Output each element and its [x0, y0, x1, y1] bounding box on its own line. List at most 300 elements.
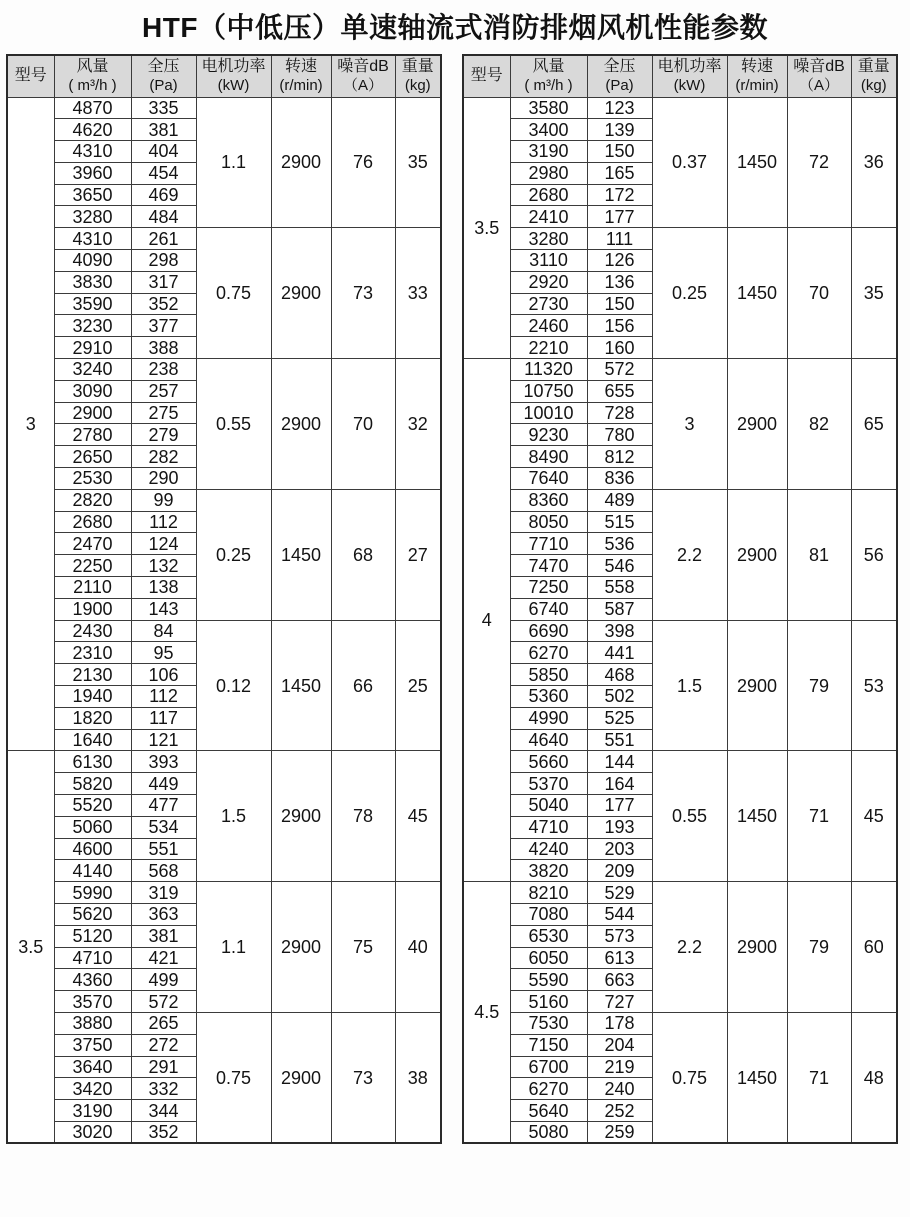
pressure-value-cell: 568 — [131, 860, 196, 882]
pressure-value-cell: 112 — [131, 686, 196, 708]
pressure-value-cell: 573 — [587, 925, 652, 947]
pressure-value-cell: 515 — [587, 511, 652, 533]
pressure-value-cell: 352 — [131, 1121, 196, 1143]
pressure-value-cell: 484 — [131, 206, 196, 228]
noise-cell: 70 — [787, 228, 851, 359]
model-cell: 4 — [463, 359, 510, 882]
pressure-value-cell: 272 — [131, 1034, 196, 1056]
flow-value-cell: 3020 — [54, 1121, 131, 1143]
pressure-value-cell: 469 — [131, 184, 196, 206]
flow-value-cell: 2680 — [510, 184, 587, 206]
pressure-value-cell: 499 — [131, 969, 196, 991]
pressure-value-cell: 126 — [587, 250, 652, 272]
pressure-value-cell: 265 — [131, 1012, 196, 1034]
speed-cell: 2900 — [271, 751, 331, 882]
flow-value-cell: 6270 — [510, 642, 587, 664]
pressure-value-cell: 836 — [587, 468, 652, 490]
pressure-value-cell: 209 — [587, 860, 652, 882]
power-cell: 0.75 — [196, 1012, 271, 1143]
table-row — [7, 751, 441, 773]
pressure-value-cell: 240 — [587, 1078, 652, 1100]
flow-value-cell: 10750 — [510, 380, 587, 402]
weight-cell: 35 — [851, 228, 897, 359]
flow-value-cell: 2460 — [510, 315, 587, 337]
flow-value-cell: 3240 — [54, 359, 131, 381]
pressure-value-cell: 551 — [131, 838, 196, 860]
pressure-value-cell: 111 — [587, 228, 652, 250]
flow-value-cell: 3830 — [54, 271, 131, 293]
pressure-value-cell: 468 — [587, 664, 652, 686]
column-header-line2: (kg) — [404, 76, 431, 94]
pressure-value-cell: 150 — [587, 141, 652, 163]
flow-value-cell: 1940 — [54, 686, 131, 708]
flow-value-cell: 5160 — [510, 991, 587, 1013]
speed-cell: 1450 — [271, 489, 331, 620]
flow-value-cell: 2680 — [54, 511, 131, 533]
power-cell: 1.1 — [196, 882, 271, 1013]
power-cell: 2.2 — [652, 882, 727, 1013]
noise-cell: 78 — [331, 751, 395, 882]
flow-value-cell: 8360 — [510, 489, 587, 511]
pressure-value-cell: 381 — [131, 119, 196, 141]
pressure-value-cell: 319 — [131, 882, 196, 904]
pressure-value-cell: 290 — [131, 468, 196, 490]
flow-value-cell: 3570 — [54, 991, 131, 1013]
table-row — [463, 1012, 897, 1034]
weight-cell: 38 — [395, 1012, 441, 1143]
flow-value-cell: 5370 — [510, 773, 587, 795]
flow-value-cell: 2730 — [510, 293, 587, 315]
pressure-value-cell: 121 — [131, 729, 196, 751]
flow-value-cell: 2250 — [54, 555, 131, 577]
power-cell: 1.1 — [196, 97, 271, 228]
noise-cell: 75 — [331, 882, 395, 1013]
flow-value-cell: 2430 — [54, 620, 131, 642]
pressure-value-cell: 421 — [131, 947, 196, 969]
table-row — [463, 97, 897, 119]
table-row — [7, 882, 441, 904]
pressure-value-cell: 728 — [587, 402, 652, 424]
flow-value-cell: 6130 — [54, 751, 131, 773]
noise-cell: 72 — [787, 97, 851, 228]
column-header-weight — [395, 55, 441, 97]
pressure-value-cell: 136 — [587, 271, 652, 293]
flow-value-cell: 1900 — [54, 598, 131, 620]
pressure-value-cell: 238 — [131, 359, 196, 381]
model-cell: 3.5 — [7, 751, 54, 1143]
weight-cell: 53 — [851, 620, 897, 751]
column-header-line2: （A） — [798, 76, 839, 94]
weight-cell: 60 — [851, 882, 897, 1013]
column-header-line1: 全压 — [603, 57, 636, 75]
flow-value-cell: 3090 — [54, 380, 131, 402]
flow-value-cell: 11320 — [510, 359, 587, 381]
column-header-noise — [787, 55, 851, 97]
column-header-line1: 型号 — [470, 66, 503, 84]
flow-value-cell: 2650 — [54, 446, 131, 468]
flow-value-cell: 6700 — [510, 1056, 587, 1078]
noise-cell: 73 — [331, 1012, 395, 1143]
pressure-value-cell: 780 — [587, 424, 652, 446]
pressure-value-cell: 534 — [131, 816, 196, 838]
column-header-line2: (Pa) — [149, 76, 178, 94]
flow-value-cell: 6050 — [510, 947, 587, 969]
flow-value-cell: 2530 — [54, 468, 131, 490]
flow-value-cell: 2310 — [54, 642, 131, 664]
flow-value-cell: 4710 — [54, 947, 131, 969]
column-header-line2: (r/min) — [279, 76, 323, 94]
noise-cell: 71 — [787, 1012, 851, 1143]
flow-value-cell: 4600 — [54, 838, 131, 860]
flow-value-cell: 7250 — [510, 577, 587, 599]
flow-value-cell: 2900 — [54, 402, 131, 424]
flow-value-cell: 4710 — [510, 816, 587, 838]
flow-value-cell: 7640 — [510, 468, 587, 490]
column-header-power — [652, 55, 727, 97]
flow-value-cell: 7710 — [510, 533, 587, 555]
pressure-value-cell: 143 — [131, 598, 196, 620]
flow-value-cell: 3280 — [54, 206, 131, 228]
noise-cell: 79 — [787, 620, 851, 751]
pressure-value-cell: 502 — [587, 686, 652, 708]
table-body-left — [7, 97, 441, 1143]
speed-cell: 2900 — [271, 1012, 331, 1143]
noise-cell: 76 — [331, 97, 395, 228]
flow-value-cell: 3640 — [54, 1056, 131, 1078]
weight-cell: 40 — [395, 882, 441, 1013]
pressure-value-cell: 544 — [587, 903, 652, 925]
weight-cell: 35 — [395, 97, 441, 228]
flow-value-cell: 8490 — [510, 446, 587, 468]
speed-cell: 2900 — [271, 882, 331, 1013]
weight-cell: 45 — [395, 751, 441, 882]
flow-value-cell: 6530 — [510, 925, 587, 947]
flow-value-cell: 5060 — [54, 816, 131, 838]
flow-value-cell: 6690 — [510, 620, 587, 642]
spec-table-right — [462, 54, 898, 1144]
pressure-value-cell: 193 — [587, 816, 652, 838]
power-cell: 0.55 — [652, 751, 727, 882]
flow-value-cell: 4640 — [510, 729, 587, 751]
pressure-value-cell: 117 — [131, 707, 196, 729]
table-row — [7, 97, 441, 119]
flow-value-cell: 4310 — [54, 141, 131, 163]
pressure-value-cell: 95 — [131, 642, 196, 664]
pressure-value-cell: 259 — [587, 1121, 652, 1143]
noise-cell: 68 — [331, 489, 395, 620]
column-header-line2: (kW) — [673, 76, 706, 94]
pressure-value-cell: 138 — [131, 577, 196, 599]
column-header-line1: 重量 — [857, 57, 890, 75]
column-header-flow — [510, 55, 587, 97]
pressure-value-cell: 536 — [587, 533, 652, 555]
table-row — [463, 228, 897, 250]
weight-cell: 65 — [851, 359, 897, 490]
flow-value-cell: 3960 — [54, 162, 131, 184]
column-header-line2: ( m³/h ) — [524, 76, 573, 94]
pressure-value-cell: 291 — [131, 1056, 196, 1078]
column-header-speed — [271, 55, 331, 97]
power-cell: 2.2 — [652, 489, 727, 620]
pressure-value-cell: 279 — [131, 424, 196, 446]
column-header-weight — [851, 55, 897, 97]
flow-value-cell: 5520 — [54, 795, 131, 817]
pressure-value-cell: 203 — [587, 838, 652, 860]
pressure-value-cell: 172 — [587, 184, 652, 206]
pressure-value-cell: 377 — [131, 315, 196, 337]
power-cell: 1.5 — [652, 620, 727, 751]
flow-value-cell: 2130 — [54, 664, 131, 686]
column-header-line1: 噪音dB — [337, 57, 389, 75]
pressure-value-cell: 477 — [131, 795, 196, 817]
column-header-line2: ( m³/h ) — [68, 76, 117, 94]
table-row — [7, 489, 441, 511]
column-header-line1: 风量 — [76, 57, 109, 75]
column-header-line2: (r/min) — [735, 76, 779, 94]
speed-cell: 2900 — [271, 359, 331, 490]
table-row — [463, 359, 897, 381]
pressure-value-cell: 112 — [131, 511, 196, 533]
flow-value-cell: 5850 — [510, 664, 587, 686]
pressure-value-cell: 156 — [587, 315, 652, 337]
weight-cell: 25 — [395, 620, 441, 751]
pressure-value-cell: 363 — [131, 903, 196, 925]
column-header-line1: 全压 — [147, 57, 180, 75]
model-cell: 4.5 — [463, 882, 510, 1144]
weight-cell: 32 — [395, 359, 441, 490]
speed-cell: 1450 — [727, 97, 787, 228]
column-header-power — [196, 55, 271, 97]
pressure-value-cell: 525 — [587, 707, 652, 729]
pressure-value-cell: 204 — [587, 1034, 652, 1056]
column-header-line1: 型号 — [14, 66, 47, 84]
column-header-line2: (kW) — [217, 76, 250, 94]
flow-value-cell: 3590 — [54, 293, 131, 315]
weight-cell: 56 — [851, 489, 897, 620]
flow-value-cell: 4090 — [54, 250, 131, 272]
flow-value-cell: 3750 — [54, 1034, 131, 1056]
pressure-value-cell: 282 — [131, 446, 196, 468]
flow-value-cell: 5620 — [54, 903, 131, 925]
weight-cell: 27 — [395, 489, 441, 620]
column-header-pressure — [587, 55, 652, 97]
column-header-line2: (Pa) — [605, 76, 634, 94]
pressure-value-cell: 727 — [587, 991, 652, 1013]
pressure-value-cell: 139 — [587, 119, 652, 141]
pressure-value-cell: 132 — [131, 555, 196, 577]
pressure-value-cell: 317 — [131, 271, 196, 293]
column-header-line1: 重量 — [401, 57, 434, 75]
pressure-value-cell: 332 — [131, 1078, 196, 1100]
column-header-line1: 噪音dB — [793, 57, 845, 75]
table-header-left — [7, 55, 441, 97]
speed-cell: 2900 — [271, 97, 331, 228]
flow-value-cell: 5660 — [510, 751, 587, 773]
speed-cell: 2900 — [271, 228, 331, 359]
table-row — [463, 882, 897, 904]
table-row — [7, 1012, 441, 1034]
flow-value-cell: 2410 — [510, 206, 587, 228]
flow-value-cell: 2110 — [54, 577, 131, 599]
pressure-value-cell: 381 — [131, 925, 196, 947]
pressure-value-cell: 558 — [587, 577, 652, 599]
flow-value-cell: 2470 — [54, 533, 131, 555]
column-header-speed — [727, 55, 787, 97]
power-cell: 1.5 — [196, 751, 271, 882]
table-row — [463, 751, 897, 773]
flow-value-cell: 3650 — [54, 184, 131, 206]
pressure-value-cell: 335 — [131, 97, 196, 119]
weight-cell: 36 — [851, 97, 897, 228]
flow-value-cell: 7470 — [510, 555, 587, 577]
pressure-value-cell: 489 — [587, 489, 652, 511]
flow-value-cell: 2980 — [510, 162, 587, 184]
pressure-value-cell: 275 — [131, 402, 196, 424]
model-cell: 3.5 — [463, 97, 510, 359]
noise-cell: 81 — [787, 489, 851, 620]
pressure-value-cell: 124 — [131, 533, 196, 555]
flow-value-cell: 8210 — [510, 882, 587, 904]
table-row — [463, 620, 897, 642]
flow-value-cell: 10010 — [510, 402, 587, 424]
flow-value-cell: 2210 — [510, 337, 587, 359]
table-row — [463, 489, 897, 511]
flow-value-cell: 4990 — [510, 707, 587, 729]
flow-value-cell: 6740 — [510, 598, 587, 620]
noise-cell: 70 — [331, 359, 395, 490]
flow-value-cell: 8050 — [510, 511, 587, 533]
flow-value-cell: 4310 — [54, 228, 131, 250]
tables-container — [6, 54, 898, 1144]
weight-cell: 48 — [851, 1012, 897, 1143]
pressure-value-cell: 613 — [587, 947, 652, 969]
pressure-value-cell: 106 — [131, 664, 196, 686]
flow-value-cell: 4620 — [54, 119, 131, 141]
pressure-value-cell: 160 — [587, 337, 652, 359]
power-cell: 3 — [652, 359, 727, 490]
pressure-value-cell: 150 — [587, 293, 652, 315]
pressure-value-cell: 257 — [131, 380, 196, 402]
pressure-value-cell: 655 — [587, 380, 652, 402]
flow-value-cell: 2780 — [54, 424, 131, 446]
power-cell: 0.55 — [196, 359, 271, 490]
table-row — [7, 620, 441, 642]
flow-value-cell: 3420 — [54, 1078, 131, 1100]
pressure-value-cell: 298 — [131, 250, 196, 272]
column-header-line1: 电机功率 — [657, 57, 722, 75]
column-header-line2: （A） — [342, 76, 383, 94]
pressure-value-cell: 388 — [131, 337, 196, 359]
flow-value-cell: 5080 — [510, 1121, 587, 1143]
power-cell: 0.75 — [196, 228, 271, 359]
pressure-value-cell: 404 — [131, 141, 196, 163]
speed-cell: 1450 — [727, 1012, 787, 1143]
pressure-value-cell: 572 — [131, 991, 196, 1013]
table-row — [7, 228, 441, 250]
flow-value-cell: 5590 — [510, 969, 587, 991]
flow-value-cell: 4240 — [510, 838, 587, 860]
pressure-value-cell: 546 — [587, 555, 652, 577]
flow-value-cell: 2820 — [54, 489, 131, 511]
power-cell: 0.25 — [196, 489, 271, 620]
flow-value-cell: 5640 — [510, 1100, 587, 1122]
flow-value-cell: 1640 — [54, 729, 131, 751]
column-header-flow — [54, 55, 131, 97]
flow-value-cell: 9230 — [510, 424, 587, 446]
pressure-value-cell: 123 — [587, 97, 652, 119]
speed-cell: 2900 — [727, 882, 787, 1013]
pressure-value-cell: 393 — [131, 751, 196, 773]
column-header-line2: (kg) — [860, 76, 887, 94]
pressure-value-cell: 441 — [587, 642, 652, 664]
pressure-value-cell: 261 — [131, 228, 196, 250]
flow-value-cell: 3190 — [510, 141, 587, 163]
pressure-value-cell: 551 — [587, 729, 652, 751]
flow-value-cell: 2920 — [510, 271, 587, 293]
flow-value-cell: 4360 — [54, 969, 131, 991]
speed-cell: 2900 — [727, 620, 787, 751]
flow-value-cell: 3190 — [54, 1100, 131, 1122]
table-row — [7, 359, 441, 381]
flow-value-cell: 3400 — [510, 119, 587, 141]
flow-value-cell: 3580 — [510, 97, 587, 119]
model-cell: 3 — [7, 97, 54, 751]
noise-cell: 71 — [787, 751, 851, 882]
power-cell: 0.12 — [196, 620, 271, 751]
pressure-value-cell: 449 — [131, 773, 196, 795]
flow-value-cell: 4870 — [54, 97, 131, 119]
speed-cell: 2900 — [727, 489, 787, 620]
pressure-value-cell: 177 — [587, 795, 652, 817]
flow-value-cell: 6270 — [510, 1078, 587, 1100]
flow-value-cell: 1820 — [54, 707, 131, 729]
flow-value-cell: 5820 — [54, 773, 131, 795]
flow-value-cell: 5990 — [54, 882, 131, 904]
speed-cell: 2900 — [727, 359, 787, 490]
column-header-line1: 转速 — [284, 57, 317, 75]
noise-cell: 73 — [331, 228, 395, 359]
column-header-noise — [331, 55, 395, 97]
pressure-value-cell: 219 — [587, 1056, 652, 1078]
power-cell: 0.25 — [652, 228, 727, 359]
table-body-right — [463, 97, 897, 1143]
flow-value-cell: 7150 — [510, 1034, 587, 1056]
power-cell: 0.75 — [652, 1012, 727, 1143]
flow-value-cell: 5040 — [510, 795, 587, 817]
weight-cell: 45 — [851, 751, 897, 882]
page-title: HTF（中低压）单速轴流式消防排烟风机性能参数 — [142, 12, 768, 43]
column-header-line1: 风量 — [532, 57, 565, 75]
flow-value-cell: 3110 — [510, 250, 587, 272]
pressure-value-cell: 344 — [131, 1100, 196, 1122]
pressure-value-cell: 164 — [587, 773, 652, 795]
pressure-value-cell: 252 — [587, 1100, 652, 1122]
pressure-value-cell: 398 — [587, 620, 652, 642]
column-header-pressure — [131, 55, 196, 97]
table-header-right — [463, 55, 897, 97]
flow-value-cell: 7080 — [510, 903, 587, 925]
noise-cell: 66 — [331, 620, 395, 751]
pressure-value-cell: 144 — [587, 751, 652, 773]
flow-value-cell: 2910 — [54, 337, 131, 359]
weight-cell: 33 — [395, 228, 441, 359]
column-header-model — [463, 55, 510, 97]
pressure-value-cell: 454 — [131, 162, 196, 184]
pressure-value-cell: 572 — [587, 359, 652, 381]
header-row — [463, 55, 897, 97]
pressure-value-cell: 529 — [587, 882, 652, 904]
pressure-value-cell: 663 — [587, 969, 652, 991]
